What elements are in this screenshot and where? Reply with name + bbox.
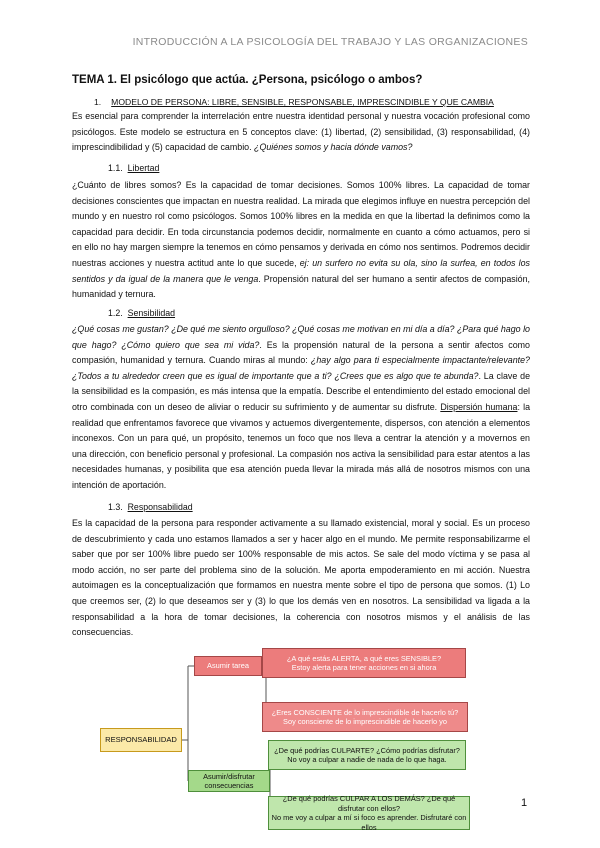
intro-paragraph — [72, 109, 530, 156]
diagram-node-responsabilidad: RESPONSABILIDAD — [100, 728, 182, 752]
sensibilidad-term: Dispersión humana — [440, 401, 518, 412]
node-answer: No me voy a culpar a mí si foco es aprender. Disfrutaré con ellos — [271, 813, 467, 832]
section-number: 1. — [94, 97, 102, 107]
sensibilidad-paragraph — [72, 322, 530, 494]
node-question: ¿Eres CONSCIENTE de lo imprescindible de hacerlo tú? — [271, 707, 459, 717]
node-question: ¿De qué podrías CULPAR A LOS DEMÁS? ¿De qué disfrutar con ellos? — [282, 794, 456, 813]
libertad-text-1: ¿Cuánto de libres somos? Es la capacidad de tomar decisiones. Somos 100% libres. La capacidad de tomar decisiones conscientes que impactan en nuestra realidad. La mirada que elegimos influye en nuestra percepción del mundo y en nuestro rol como psicólogos. Somos 100% libres en la medida en que la libertad la definimos como la capacidad para decidir. En toda circunstancia podemos decidir, normalmente en cuanto a cómo actuamos, pero si en ello no hay margen siempre la tenemos en cómo pensamos y derivada en cómo nos sentimos. Podremos decidir nuestras acciones y nuestra actitud ante lo que sucede, — [72, 180, 530, 268]
subsection-label: Responsabilidad — [127, 502, 193, 512]
node-answer: Soy consciente de lo imprescindible de hacerlo yo — [283, 717, 447, 726]
subsection-heading-libertad — [108, 163, 159, 173]
page-number: 1 — [521, 797, 528, 809]
intro-question: ¿Quiénes somos y hacia dónde vamos? — [254, 142, 413, 153]
subsection-number: 1.1. — [108, 163, 123, 173]
section-heading — [94, 97, 494, 107]
subsection-heading-responsabilidad — [108, 502, 193, 512]
intro-text: Es esencial para comprender la interrelación entre nuestra identidad personal y nuestra vocación profesional como psicólogos. Este modelo se estructura en 5 conceptos clave: (1) libertad, (2) sensibilidad, (3) responsabilidad, (4) imprescindibilidad y (5) capacidad de cambio. — [72, 111, 530, 153]
node-answer: No voy a culpar a nadie de nada de lo que haga. — [287, 755, 447, 764]
diagram-node-culparte — [268, 740, 466, 770]
sensibilidad-text-3: : la realidad que enfrentamos favorece que vivamos y actuemos divergentemente, dispersos, con atención a elementos inconexos. Con un para qué, un propósito, tenemos un foco que nos lleva a centrar la atención y a movernos en una dirección, con beneficio personal y profesional. La compasión nos activa la sensibilidad para estar atentos a las necesidades humanas, y posibilita que esa atención pueda llevar la mirada más allá de nosotros mismos con una intención de aportación. — [72, 401, 531, 490]
libertad-text-2: . Propensión natural del ser humano a sentir afectos de compasión, humanidad y ternura. — [72, 273, 530, 300]
sensibilidad-questions-1: ¿Qué cosas me gustan? ¿De qué me siento orgulloso? ¿Qué cosas me motivan en mi día a día? ¿Para qué hago lo que hago? ¿Cómo quiero que sea mi vida? — [72, 324, 530, 350]
libertad-paragraph — [72, 178, 530, 303]
diagram-node-culpar-demas — [268, 796, 470, 830]
subsection-label: Sensibilidad — [127, 308, 176, 318]
diagram-node-asumir-tarea: Asumir tarea — [194, 656, 262, 676]
section-label: MODELO DE PERSONA: LIBRE, SENSIBLE, RESPONSABLE, IMPRESCINDIBLE Y QUE CAMBIA — [111, 97, 494, 107]
responsabilidad-diagram — [98, 646, 518, 832]
subsection-number: 1.3. — [108, 502, 123, 512]
subsection-number: 1.2. — [108, 308, 123, 318]
diagram-node-alerta — [262, 648, 466, 678]
diagram-node-disfrutar: Asumir/disfrutar consecuencias — [188, 770, 270, 792]
subsection-heading-sensibilidad — [108, 308, 175, 318]
diagram-node-consciente — [262, 702, 468, 732]
document-header: INTRODUCCIÓN A LA PSICOLOGÍA DEL TRABAJO Y LAS ORGANIZACIONES — [132, 36, 528, 48]
sensibilidad-text-2: . La clave de la sensibilidad es la compasión, es más intensa que la empatía. Describe el entendimiento del estado emocional del otro combinada con un deseo de aliviar o reducir su sufrimiento y de aumentar su disfrute. — [72, 370, 530, 412]
node-question: ¿De qué podrías CULPARTE? ¿Cómo podrías disfrutar? — [274, 745, 460, 755]
node-question: ¿A qué estás ALERTA, a qué eres SENSIBLE? — [286, 653, 442, 663]
libertad-example: ej: un surfero no evita su ola, sino la surfea, en todos los sentidos y da igual de la manera que le venga — [72, 257, 530, 284]
responsabilidad-paragraph: Es la capacidad de la persona para responder activamente a su llamado existencial, moral y social. Es un proceso de descubrimiento y cada uno estamos llamados a ser y hacer algo en el mundo. Me permite responsabilizarme el saber que por ser 100% libre puedo ser 100% responsable de mis actos. Se sale del modo víctima y se pasa al modo acción, no ser parte del problema sino de la solución. Me aporta empoderamiento en mi acción. Nuestra autoimagen es la conceptualización que formamos en nuestra mente sobre el tipo de persona que somos. (1) Lo que creemos ser, (2) lo que deseamos ser y (3) lo que los demás ven en nosotros. La sensibilidad va ligada a la responsabilidad a la hora de tomar decisiones, la coherencia con nosotros mismos y el análisis de las consecuencias. — [72, 518, 530, 638]
sensibilidad-questions-2: ¿hay algo para ti especialmente impactante/relevante? ¿Todos a tu alrededor creen que es igual de importante que a ti? ¿Crees que es algo que te abunda? — [72, 355, 530, 381]
node-answer: Estoy alerta para tener acciones en si ahora — [291, 663, 437, 672]
subsection-label: Libertad — [127, 163, 160, 173]
page-title: TEMA 1. El psicólogo que actúa. ¿Persona, psicólogo o ambos? — [72, 74, 423, 86]
sensibilidad-text-1: . Es la propensión natural de la persona a sentir afectos como compasión, humanidad y ternura. Cuando miras al mundo: — [72, 339, 530, 366]
